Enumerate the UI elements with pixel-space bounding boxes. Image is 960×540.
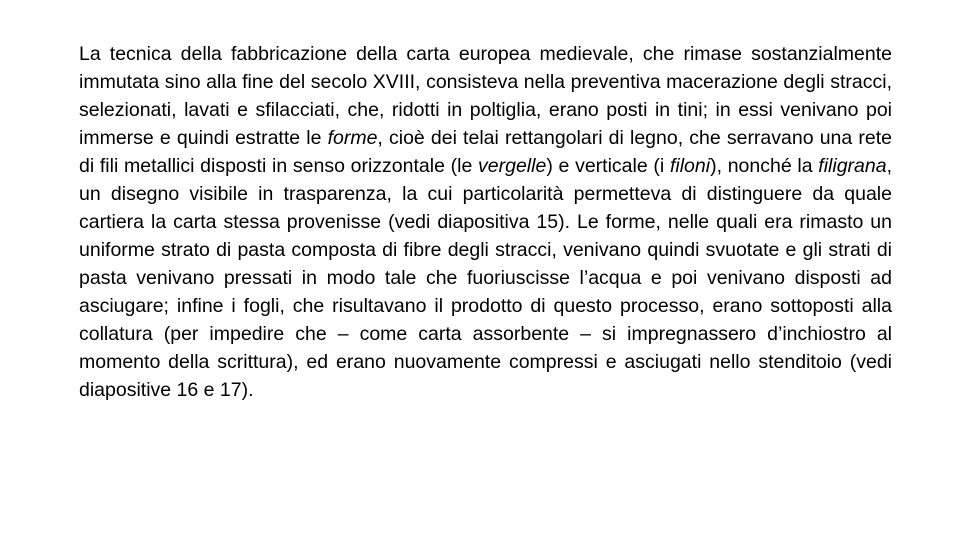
text-segment-5: , un disegno visibile in trasparenza, la cui particolarità permetteva di distinguere da quale cartiera la carta stessa provenisse (vedi diapositiva 15). Le forme, nelle quali era rimasto un uniforme strato di pasta composta di fibre degli stracci, venivano quindi svuotate e gli strati di pasta venivano pressati in modo tale che fuoriuscisse l’acqua e poi venivano disposti ad asciugare; infine i fogli, che risultavano il prodotto di questo processo, erano sottoposti alla collatura (per impedire che – come carta assorbente – si impregnassero d’inchiostro al momento della scrittura), ed erano nuovamente compressi e asciugati nello stenditoio (vedi diapositive 16 e 17). (79, 155, 892, 401)
term-vergelle: vergelle (478, 155, 547, 177)
text-segment-1: La tecnica della fabbricazione della carta europea medievale, che rimase sostanzialmente immutata sino alla fine del secolo XVIII, consisteva nella preventiva macerazione degli stracci, selezionati, lavati e sfilacciati, che, ridotti in poltiglia, erano posti in tini; in essi venivano poi immerse e quindi estratte le (79, 43, 892, 149)
body-paragraph (79, 40, 892, 404)
text-segment-4: ), nonché la (710, 155, 819, 177)
term-forme: forme (327, 127, 378, 149)
term-filoni: filoni (669, 155, 711, 177)
term-filigrana: filigrana (818, 155, 887, 177)
text-segment-3: ) e verticale (i (546, 155, 670, 177)
text-segment-2: , cioè dei telai rettangolari di legno, che serravano una rete di fili metallici disposti in senso orizzontale (le (79, 127, 892, 177)
